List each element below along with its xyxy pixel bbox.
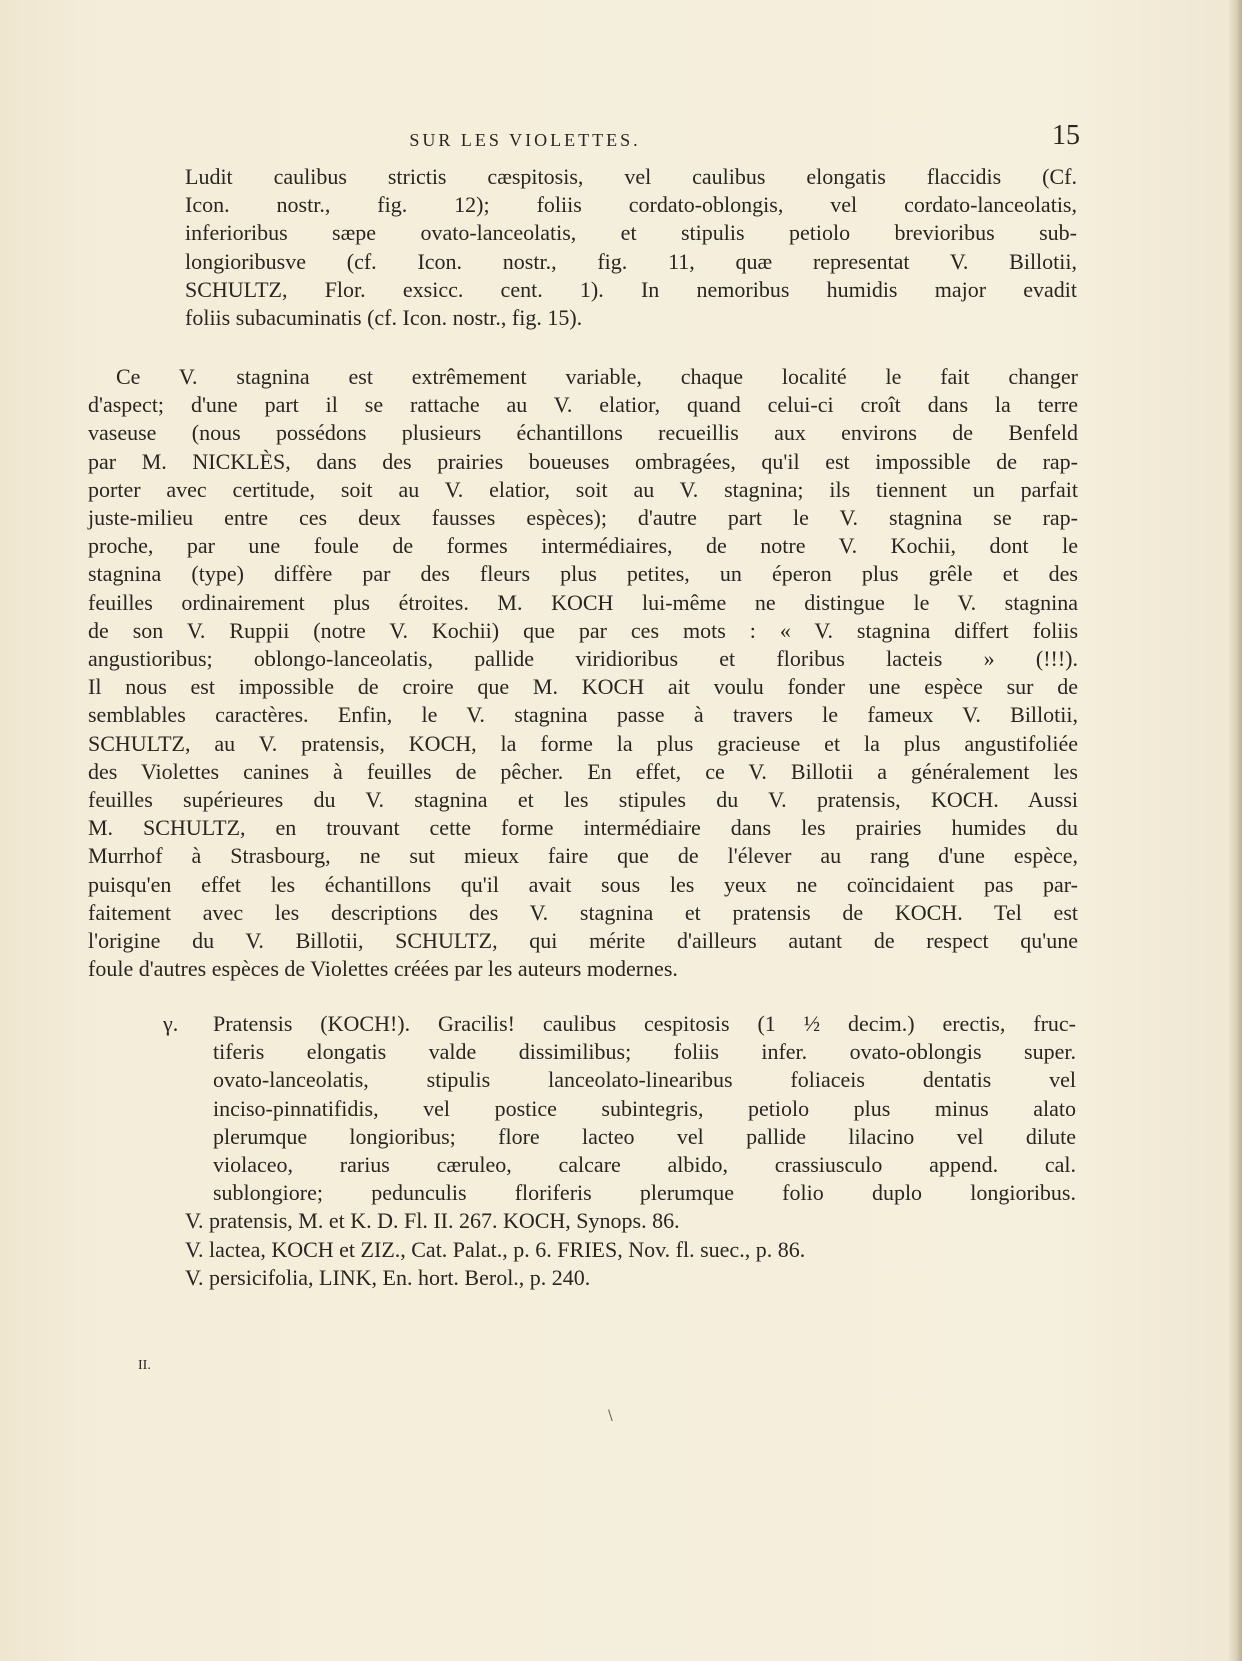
text-line: Il nous est impossible de croire que M. KOCH ait voulu fonder une espèce sur de bbox=[88, 674, 1078, 700]
text-line: proche, par une foule de formes intermédiaires, de notre V. Kochii, dont le bbox=[88, 533, 1078, 559]
paragraph-variety-pratensis bbox=[163, 1010, 1076, 1292]
text-line: ovato-lanceolatis, stipulis lanceolato-linearibus foliaceis dentatis vel bbox=[213, 1067, 1076, 1093]
synonym-line: V. lactea, KOCH et ZIZ., Cat. Palat., p. 6. FRIES, Nov. fl. suec., p. 86. bbox=[185, 1236, 806, 1262]
running-title: SUR LES VIOLETTES. bbox=[409, 130, 641, 150]
text-line: puisqu'en effet les échantillons qu'il avait sous les yeux ne coïncidaient pas par- bbox=[88, 871, 1078, 897]
text-line: M. SCHULTZ, en trouvant cette forme intermédiaire dans les prairies humides du bbox=[88, 815, 1078, 841]
synonym-line: V. pratensis, M. et K. D. Fl. II. 267. KOCH, Synops. 86. bbox=[185, 1208, 680, 1234]
page-number: 15 bbox=[1052, 120, 1080, 151]
text-line: porter avec certitude, soit au V. elatior, soit au V. stagnina; ils tiennent un parfait bbox=[88, 476, 1078, 502]
text-line: des Violettes canines à feuilles de pêcher. En effet, ce V. Billotii a généralement les bbox=[88, 758, 1078, 784]
text-line: de son V. Ruppii (notre V. Kochii) que par ces mots : « V. stagnina differt foliis bbox=[88, 617, 1078, 643]
text-line: tiferis elongatis valde dissimilibus; foliis infer. ovato-oblongis super. bbox=[213, 1039, 1076, 1065]
text-line: SCHULTZ, au V. pratensis, KOCH, la forme la plus gracieuse et la plus angustifoliée bbox=[88, 730, 1078, 756]
text-line: vaseuse (nous possédons plusieurs échantillons recueillis aux environs de Benfeld bbox=[88, 420, 1078, 446]
text-line: sublongiore; pedunculis floriferis plerumque folio duplo longioribus. bbox=[213, 1180, 1076, 1206]
text-line: par M. NICKLÈS, dans des prairies boueuses ombragées, qu'il est impossible de rap- bbox=[88, 448, 1078, 474]
text-line: l'origine du V. Billotii, SCHULTZ, qui mérite d'ailleurs autant de respect qu'une bbox=[88, 928, 1078, 954]
signature-mark: II. bbox=[138, 1358, 151, 1373]
text-line: foliis subacuminatis (cf. Icon. nostr., fig. 15). bbox=[185, 305, 583, 331]
page-edge-shadow bbox=[1228, 0, 1242, 1661]
text-line: feuilles supérieures du V. stagnina et les stipules du V. pratensis, KOCH. Aussi bbox=[88, 787, 1078, 813]
synonym-line: V. persicifolia, LINK, En. hort. Berol., p. 240. bbox=[185, 1264, 591, 1290]
text-line: Pratensis (KOCH!). Gracilis! caulibus cespitosis (1 ½ decim.) erectis, fruc- bbox=[213, 1011, 1076, 1036]
text-line: stagnina (type) diffère par des fleurs plus petites, un éperon plus grêle et des bbox=[88, 561, 1078, 587]
paragraph-french-commentary bbox=[88, 363, 1078, 983]
text-line: inciso-pinnatifidis, vel postice subintegris, petiolo plus minus alato bbox=[213, 1095, 1076, 1121]
text-line: juste-milieu entre ces deux fausses espèces); d'autre part le V. stagnina se rap- bbox=[88, 505, 1078, 531]
text-line: SCHULTZ, Flor. exsicc. cent. 1). In nemoribus humidis major evadit bbox=[185, 276, 1077, 302]
text-line: Ce V. stagnina est extrêmement variable, chaque localité le fait changer bbox=[116, 364, 1078, 389]
text-line: Murrhof à Strasbourg, ne sut mieux faire que de l'élever au rang d'une espèce, bbox=[88, 843, 1078, 869]
stray-mark: \ bbox=[608, 1408, 613, 1424]
text-line: d'aspect; d'une part il se rattache au V. elatior, quand celui-ci croît dans la terre bbox=[88, 392, 1078, 418]
text-line: foule d'autres espèces de Violettes créées par les auteurs modernes. bbox=[88, 956, 678, 982]
text-line: semblables caractères. Enfin, le V. stagnina passe à travers le fameux V. Billotii, bbox=[88, 702, 1078, 728]
text-line: Ludit caulibus strictis cæspitosis, vel caulibus elongatis flaccidis (Cf. bbox=[185, 164, 1077, 189]
text-line: inferioribus sæpe ovato-lanceolatis, et stipulis petiolo brevioribus sub- bbox=[185, 220, 1077, 246]
text-line: feuilles ordinairement plus étroites. M. KOCH lui-même ne distingue le V. stagnina bbox=[88, 589, 1078, 615]
text-line: violaceo, rarius cæruleo, calcare albido, crassiusculo append. cal. bbox=[213, 1152, 1076, 1178]
paragraph-latin-description bbox=[185, 163, 1077, 332]
text-line: Icon. nostr., fig. 12); foliis cordato-oblongis, vel cordato-lanceolatis, bbox=[185, 192, 1077, 218]
text-line: angustioribus; oblongo-lanceolatis, pallide viridioribus et floribus lacteis » (!!!). bbox=[88, 646, 1078, 672]
variety-label: γ. bbox=[163, 1011, 179, 1036]
text-line: longioribusve (cf. Icon. nostr., fig. 11, quæ representat V. Billotii, bbox=[185, 248, 1077, 274]
text-line: plerumque longioribus; flore lacteo vel pallide lilacino vel dilute bbox=[213, 1123, 1076, 1149]
text-line: faitement avec les descriptions des V. stagnina et pratensis de KOCH. Tel est bbox=[88, 899, 1078, 925]
